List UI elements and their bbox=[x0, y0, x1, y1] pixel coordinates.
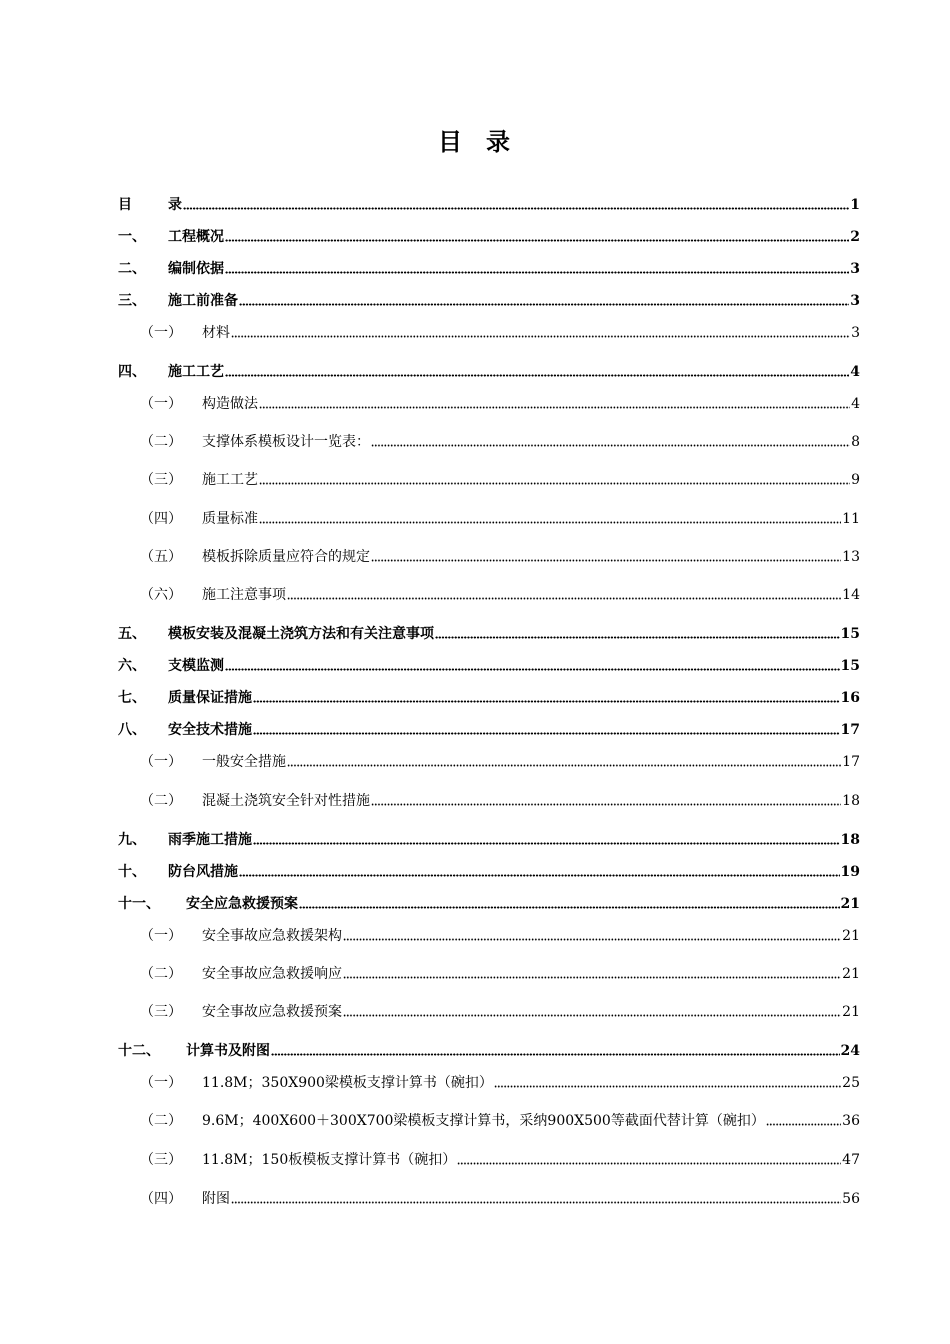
toc-entry-title: 施工前准备 bbox=[168, 293, 238, 309]
toc-entry[interactable] bbox=[118, 893, 860, 913]
toc-entry-page-number: 13 bbox=[842, 549, 860, 565]
dot-leader bbox=[371, 802, 841, 806]
toc-entry-page-number: 15 bbox=[840, 626, 860, 642]
toc-entry-title: 安全事故应急救援预案 bbox=[202, 1004, 342, 1020]
toc-entry-page-number: 18 bbox=[840, 832, 860, 848]
toc-entry-number: 九、 bbox=[118, 832, 146, 848]
toc-entry-number: 十、 bbox=[118, 864, 146, 880]
toc-entry-page-number: 21 bbox=[842, 1004, 860, 1020]
toc-entry-number: （一） bbox=[140, 754, 182, 770]
toc-entry-number: （一） bbox=[140, 928, 182, 944]
toc-entry-title: 11.8M；350X900梁模板支撑计算书（碗扣） bbox=[202, 1075, 493, 1091]
toc-entry-title: 支撑体系模板设计一览表： bbox=[202, 434, 370, 450]
dot-leader bbox=[225, 270, 849, 274]
toc-entry[interactable] bbox=[118, 751, 860, 771]
toc-entry[interactable] bbox=[118, 546, 860, 566]
dot-leader bbox=[253, 699, 840, 703]
toc-entry[interactable] bbox=[118, 1149, 860, 1169]
toc-entry-page-number: 21 bbox=[842, 966, 860, 982]
toc-entry-page-number: 17 bbox=[840, 722, 860, 738]
toc-entry-title: 质量保证措施 bbox=[168, 690, 252, 706]
toc-entry-page-number: 36 bbox=[842, 1113, 860, 1129]
toc-entry-page-number: 3 bbox=[850, 261, 860, 277]
dot-leader bbox=[259, 405, 850, 409]
toc-entry-number: 一、 bbox=[118, 229, 146, 245]
toc-entry-number: （五） bbox=[140, 549, 182, 565]
dot-leader bbox=[343, 1013, 841, 1017]
dot-leader bbox=[494, 1084, 841, 1088]
toc-entry-page-number: 3 bbox=[851, 325, 860, 341]
toc-entry-page-number: 21 bbox=[842, 928, 860, 944]
toc-entry-number: 六、 bbox=[118, 658, 146, 674]
toc-entry[interactable] bbox=[118, 584, 860, 604]
toc-entry-title: 模板安装及混凝土浇筑方法和有关注意事项 bbox=[168, 626, 434, 642]
dot-leader bbox=[343, 975, 841, 979]
toc-entry-page-number: 19 bbox=[840, 864, 860, 880]
dot-leader bbox=[271, 1052, 840, 1056]
toc-entry-number: （四） bbox=[140, 1191, 182, 1207]
toc-entry-title: 混凝土浇筑安全针对性措施 bbox=[202, 793, 370, 809]
toc-entry-page-number: 4 bbox=[850, 364, 860, 380]
toc-entry[interactable] bbox=[118, 655, 860, 675]
dot-leader bbox=[371, 558, 841, 562]
toc-entry-page-number: 21 bbox=[840, 896, 860, 912]
toc-entry-number: （六） bbox=[140, 587, 182, 603]
dot-leader bbox=[371, 443, 850, 447]
toc-entry-title: 安全应急救援预案 bbox=[186, 896, 298, 912]
toc-entry-number: （一） bbox=[140, 1075, 182, 1091]
toc-entry-title: 施工工艺 bbox=[168, 364, 224, 380]
toc-entry-title: 雨季施工措施 bbox=[168, 832, 252, 848]
dot-leader bbox=[225, 373, 849, 377]
toc-entry-title: 录 bbox=[168, 197, 182, 213]
toc-entry[interactable] bbox=[118, 469, 860, 489]
toc-entry[interactable] bbox=[118, 963, 860, 983]
toc-entry[interactable] bbox=[118, 861, 860, 881]
toc-entry-number: （三） bbox=[140, 472, 182, 488]
toc-entry-title: 施工工艺 bbox=[202, 472, 258, 488]
toc-entry-title: 编制依据 bbox=[168, 261, 224, 277]
dot-leader bbox=[287, 596, 841, 600]
page-title bbox=[0, 122, 950, 157]
toc-entry[interactable] bbox=[118, 431, 860, 451]
dot-leader bbox=[225, 667, 840, 671]
toc-entry-title: 11.8M；150板模板支撑计算书（碗扣） bbox=[202, 1152, 457, 1168]
toc-entry-title: 工程概况 bbox=[168, 229, 224, 245]
dot-leader bbox=[253, 731, 840, 735]
toc-entry[interactable] bbox=[118, 1110, 860, 1130]
toc-entry-number: 十一、 bbox=[118, 896, 160, 912]
toc-entry-number: （三） bbox=[140, 1152, 182, 1168]
toc-entry-number: 三、 bbox=[118, 293, 146, 309]
toc-entry-title: 计算书及附图 bbox=[186, 1043, 270, 1059]
toc-entry-title: 质量标准 bbox=[202, 511, 258, 527]
toc-entry-page-number: 16 bbox=[840, 690, 860, 706]
toc-entry-number: （四） bbox=[140, 511, 182, 527]
toc-entry[interactable] bbox=[118, 508, 860, 528]
toc-entry[interactable] bbox=[118, 829, 860, 849]
toc-entry-title: 安全技术措施 bbox=[168, 722, 252, 738]
dot-leader bbox=[239, 873, 840, 877]
toc-entry[interactable] bbox=[118, 925, 860, 945]
toc-entry-page-number: 56 bbox=[842, 1191, 860, 1207]
toc-entry[interactable] bbox=[118, 1001, 860, 1021]
dot-leader bbox=[343, 937, 841, 941]
toc-entry-number: （二） bbox=[140, 966, 182, 982]
toc-entry-number: 八、 bbox=[118, 722, 146, 738]
dot-leader bbox=[231, 334, 850, 338]
toc-entry[interactable] bbox=[118, 687, 860, 707]
toc-entry[interactable] bbox=[118, 623, 860, 643]
dot-leader bbox=[287, 763, 841, 767]
toc-entry-title: 一般安全措施 bbox=[202, 754, 286, 770]
toc-entry-number: （二） bbox=[140, 434, 182, 450]
toc-entry-page-number: 4 bbox=[851, 396, 860, 412]
toc-entry[interactable] bbox=[118, 194, 860, 214]
toc-entry-number: 五、 bbox=[118, 626, 146, 642]
toc-entry-page-number: 3 bbox=[850, 293, 860, 309]
dot-leader bbox=[231, 1200, 841, 1204]
dot-leader bbox=[239, 302, 849, 306]
toc-entry-page-number: 8 bbox=[851, 434, 860, 450]
dot-leader bbox=[259, 520, 841, 524]
dot-leader bbox=[435, 635, 840, 639]
toc-entry[interactable] bbox=[118, 719, 860, 739]
toc-entry-page-number: 14 bbox=[842, 587, 860, 603]
toc-entry-page-number: 18 bbox=[842, 793, 860, 809]
toc-entry-title: 安全事故应急救援架构 bbox=[202, 928, 342, 944]
toc-entry-title: 构造做法 bbox=[202, 396, 258, 412]
toc-entry-number: （二） bbox=[140, 793, 182, 809]
dot-leader bbox=[259, 481, 850, 485]
toc-entry-number: 四、 bbox=[118, 364, 146, 380]
toc-entry-number: （一） bbox=[140, 396, 182, 412]
toc-entry-number: （二） bbox=[140, 1113, 182, 1129]
toc-entry-title: 附图 bbox=[202, 1191, 230, 1207]
toc-entry-title: 施工注意事项 bbox=[202, 587, 286, 603]
dot-leader bbox=[299, 905, 840, 909]
toc-entry[interactable] bbox=[118, 393, 860, 413]
toc-entry-number: （一） bbox=[140, 325, 182, 341]
toc-entry[interactable] bbox=[118, 322, 860, 342]
toc-entry-page-number: 24 bbox=[840, 1043, 860, 1059]
toc-entry-page-number: 47 bbox=[842, 1152, 860, 1168]
dot-leader bbox=[253, 841, 840, 845]
toc-entry-title: 防台风措施 bbox=[168, 864, 238, 880]
toc-entry[interactable] bbox=[118, 790, 860, 810]
toc-entry-page-number: 25 bbox=[842, 1075, 860, 1091]
toc-entry-number: 七、 bbox=[118, 690, 146, 706]
toc-entry[interactable] bbox=[118, 361, 860, 381]
toc-entry-title: 模板拆除质量应符合的规定 bbox=[202, 549, 370, 565]
dot-leader bbox=[225, 238, 849, 242]
dot-leader bbox=[766, 1122, 841, 1126]
toc-entry-title: 材料 bbox=[202, 325, 230, 341]
toc-entry[interactable] bbox=[118, 258, 860, 278]
toc-entry-page-number: 1 bbox=[850, 197, 860, 213]
toc-entry[interactable] bbox=[118, 226, 860, 246]
toc-entry-title: 9.6M；400X600＋300X700梁模板支撑计算书，采纳900X500等截面代替计算（碗扣） bbox=[202, 1113, 765, 1129]
toc-entry-title: 安全事故应急救援响应 bbox=[202, 966, 342, 982]
dot-leader bbox=[183, 206, 849, 210]
toc-entry[interactable] bbox=[118, 290, 860, 310]
toc-entry-number: 二、 bbox=[118, 261, 146, 277]
toc-entry-number: 目 bbox=[118, 197, 132, 213]
toc-entry-page-number: 15 bbox=[840, 658, 860, 674]
dot-leader bbox=[457, 1161, 841, 1165]
toc-entry-page-number: 2 bbox=[850, 229, 860, 245]
toc-entry-title: 支模监测 bbox=[168, 658, 224, 674]
toc-entry[interactable] bbox=[118, 1072, 860, 1092]
toc-entry[interactable] bbox=[118, 1188, 860, 1208]
title-char-1: 目 bbox=[438, 127, 464, 156]
title-char-2: 录 bbox=[486, 127, 512, 156]
toc-entry-page-number: 17 bbox=[842, 754, 860, 770]
toc-entry-page-number: 11 bbox=[842, 511, 860, 527]
toc-entry-page-number: 9 bbox=[851, 472, 860, 488]
toc-entry-number: （三） bbox=[140, 1004, 182, 1020]
toc-entry[interactable] bbox=[118, 1040, 860, 1060]
toc-entry-number: 十二、 bbox=[118, 1043, 160, 1059]
